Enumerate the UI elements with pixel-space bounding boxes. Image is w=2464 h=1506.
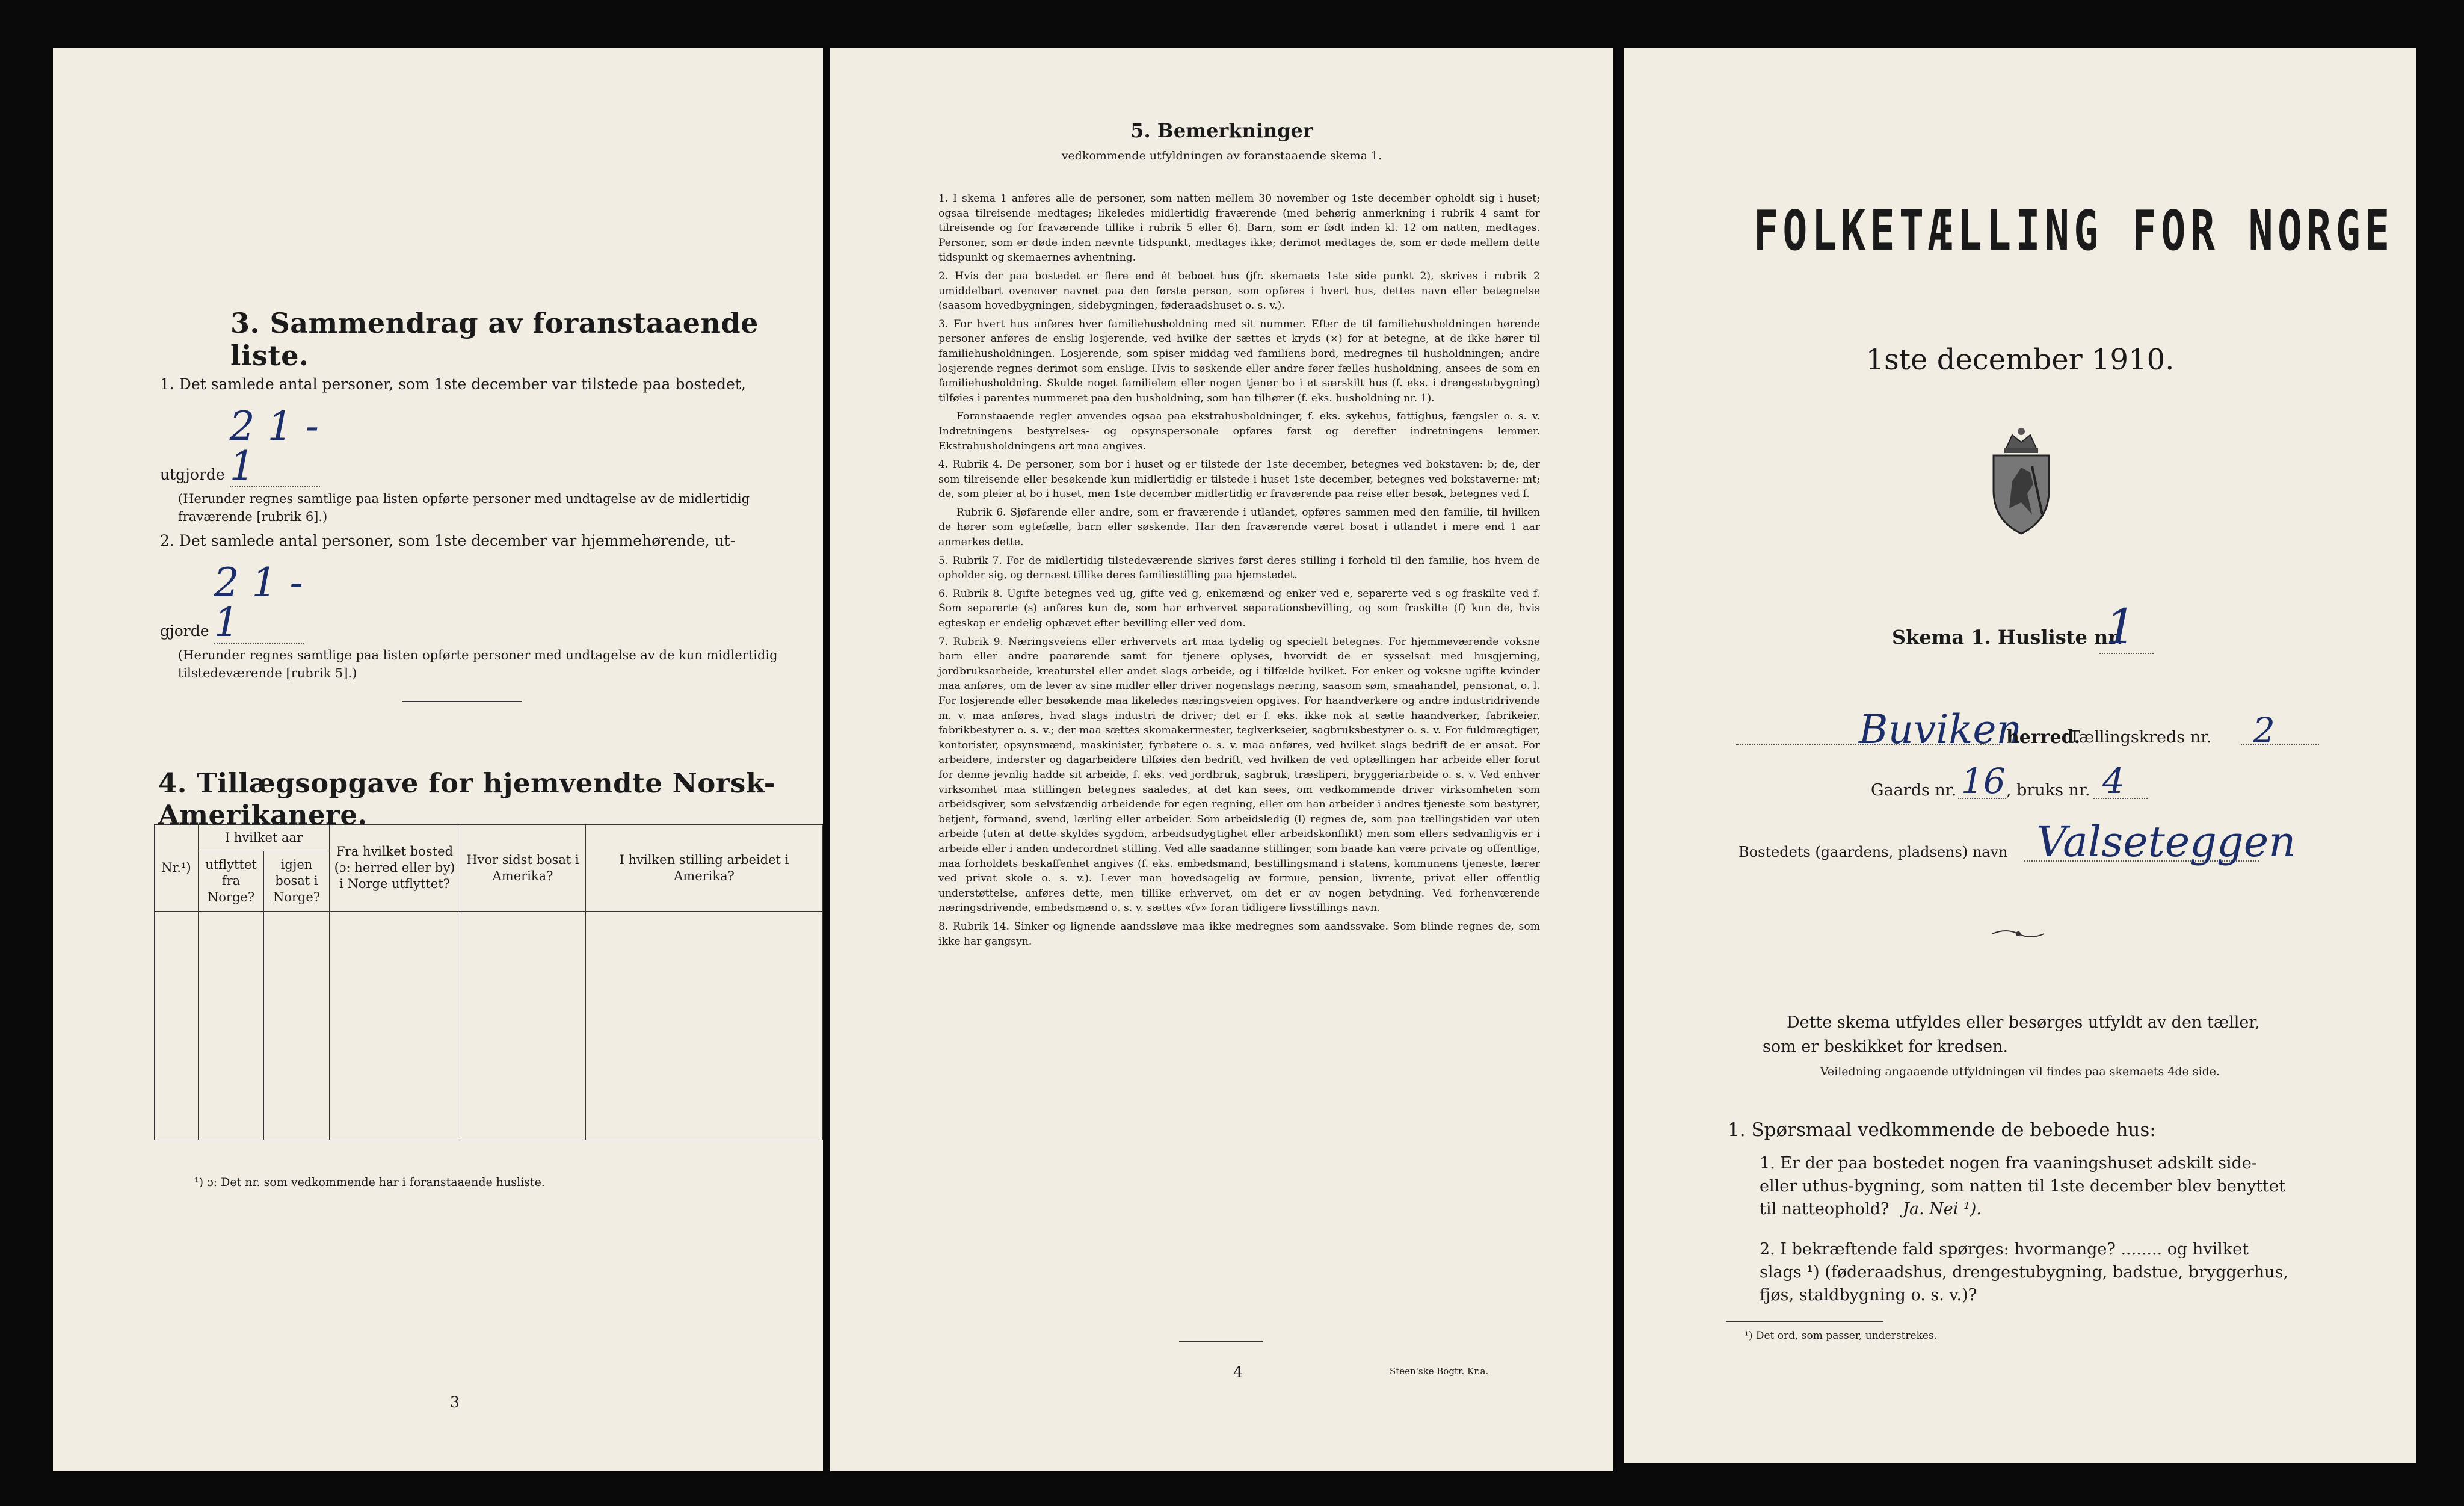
col-year-group-header: I hvilket aar (199, 825, 330, 851)
questions-header: 1. Spørsmaal vedkommende de beboede hus: (1728, 1119, 2156, 1141)
summary-item-2-text: 2. Det samlede antal personer, som 1ste december var hjemmehørende, ut- (160, 532, 736, 549)
remark-paragraph: 5. Rubrik 7. For de midlertidig tilstedeværende skrives først deres stilling i forhold til den familie, hos hvem de opholder sig, og dernæst tillike deres familiestilling paa hjemstedet. (938, 554, 1540, 582)
remark-paragraph: 4. Rubrik 4. De personer, som bor i huset og er tilstede der 1ste december, betegnes ved bokstaven: b; de, der som tilreisende eller besøkende kun midlertidig er tilstede i huset 1ste december, betegnes ved bokstaverne: mt; de, som pleier at bo i huset, men 1ste december midlertidig er fraværende paa reise eller besøk, betegnes ved f. (938, 458, 1540, 501)
divider (402, 701, 522, 702)
col-hvor-header: Hvor sidst bosat i Amerika? (460, 825, 586, 912)
remarks-body (938, 191, 1540, 952)
col-igjen-header: igjen bosat i Norge? (264, 851, 330, 912)
col-fra-header: Fra hvilket bosted (ɔ: herred eller by) i Norge utflyttet? (330, 825, 460, 912)
herred-label: herred. (2006, 727, 2081, 748)
bruks-value: 4 (2102, 761, 2125, 801)
remark-paragraph: Rubrik 6. Sjøfarende eller andre, som er fraværende i utlandet, opføres sammen med den familie, til hvilken de hører som egtefælle, barn eller søskende. Har den fraværende været bosat i utlandet i mere end 1 aar anmerkes dette. (938, 506, 1540, 549)
remark-paragraph: 1. I skema 1 anføres alle de personer, som natten mellem 30 november og 1ste december opholdt sig i huset; ogsaa tilreisende medtages; likeledes midlertidig fraværende (med behørig anmerkning i rubrik 4 samt for tilreisende og for fraværende tillike i rubrik 5 eller 6). Barn, som er født inden kl. 12 om natten, medtages. Personer, som er døde inden nævnte tidspunkt, medtages ikke; derimot medtages de, som er døde mellem dette tidspunkt og skemaernes avhentning. (938, 193, 1540, 264)
herred-row (1736, 706, 2361, 753)
section-4-title: 4. Tillægsopgave for hjemvendte Norsk-Amerikanere. (158, 767, 775, 831)
bruks-label: , bruks nr. (2006, 781, 2090, 800)
remarks-subtitle: vedkommende utfyldningen av foranstaaende skema 1. (1061, 149, 1382, 162)
summary-item-1-note: (Herunder regnes samtlige paa listen opførte personer med undtagelse av de midlertidig fraværende [rubrik 6].) (178, 492, 750, 524)
husliste-nr-line (2099, 653, 2154, 654)
page-number: 3 (450, 1393, 460, 1411)
kreds-label: Tællingskreds nr. (2069, 728, 2212, 747)
page-3 (53, 48, 823, 1471)
remark-paragraph: 2. Hvis der paa bostedet er flere end ét beboet hus (jfr. skemaets 1ste side punkt 2), skrives i rubrik 2 umiddelbart ovenover navnet paa den første person, som opføres i hvert hus, dettes navn eller betegnelse (saasom hovedbygningen, sidebygningen, føderaadshuset o. s. v.). (938, 270, 1540, 312)
remark-paragraph: 3. For hvert hus anføres hver familiehusholdning med sit nummer. Efter de til familiehusholdningen hørende personer anføres de enslig losjerende, ved hvilke der sættes et kryds (×) for at betegne, at de ikke hører til familiehusholdningen. Losjerende, som spiser middag ved familiens bord, medregnes til husholdningen; andre losjerende regnes derimot som enslige. Hvis to søskende eller andre fører fælles husholdning, ansees de som en familiehusholdning. Skulde noget familielem eller nogen tjener bo i et særskilt hus (f. eks. i drengestubygning) tilføies i parentes nummeret paa den husholdning, som han tilhører (f. eks. husholdning nr. 1). (938, 318, 1540, 404)
gaards-row (1871, 761, 2232, 806)
veiledning-text: Veiledning angaaende utfyldningen vil findes paa skemaets 4de side. (1820, 1065, 2220, 1078)
remarks-title: 5. Bemerkninger (1130, 119, 1313, 142)
question-1-text: 1. Er der paa bostedet nogen fra vaaningshuset adskilt side- eller uthus-bygning, som natten til 1ste december blev benyttet til natteophold? (1760, 1154, 2285, 1218)
remark-paragraph: 8. Rubrik 14. Sinker og lignende aandssløve maa ikke medregnes som aandssvake. Som blinde regnes de, som ikke har gangsyn. (938, 920, 1540, 948)
intro-text: Dette skema utfyldes eller besørges utfyldt av den tæller, som er beskikket for kredsen. (1763, 1013, 2260, 1056)
bosted-value: Valseteggen (2036, 817, 2296, 866)
census-date: 1ste december 1910. (1865, 343, 2175, 377)
bosted-label: Bostedets (gaardens, pladsens) navn (1739, 844, 2008, 860)
husliste-nr-value: 1 (2105, 599, 2136, 655)
col-nr-header: Nr.¹) (155, 825, 199, 912)
coat-of-arms-icon (1985, 424, 2057, 539)
herred-value: Buviken (1859, 706, 2022, 753)
question-1 (1760, 1152, 2289, 1221)
table-row (155, 912, 823, 1140)
gaards-value: 16 (1961, 761, 2006, 801)
summary-item-2-value: 2 1 - 1 (214, 560, 303, 646)
summary-item-1-prefix: utgjorde (160, 466, 225, 483)
summary-item-2-note: (Herunder regnes samtlige paa listen opførte personer med undtagelse av de kun midlertidig tilstedeværende [rubrik 5].) (178, 648, 778, 680)
col-utflyttet-header: utflyttet fra Norge? (199, 851, 264, 912)
norsk-amerikanere-table (154, 824, 823, 1140)
question-1-answer: Ja. Nei ¹). (1903, 1200, 1982, 1218)
page-4 (830, 48, 1613, 1471)
summary-item-2 (160, 529, 780, 682)
section-3-title: 3. Sammendrag av foranstaaende liste. (230, 307, 759, 372)
bosted-row (1739, 818, 2364, 866)
ornament-icon (1991, 927, 2045, 941)
kreds-value: 2 (2253, 710, 2275, 751)
page-1 (1624, 48, 2416, 1463)
summary-item-1-text: 1. Det samlede antal personer, som 1ste december var tilstede paa bostedet, (160, 375, 746, 393)
printer-mark: Steen'ske Bogtr. Kr.a. (1390, 1366, 1489, 1377)
remark-paragraph: 7. Rubrik 9. Næringsveiens eller erhvervets art maa tydelig og specielt betegnes. For hjemmeværende voksne barn eller andre paarørende samt for tjenere oplyses, hvorvidt de er sysselsat med husgjerning, jordbruksarbeide, kreaturstel eller andet slags arbeide, og i tilfælde hvilket. For enker og voksne ugifte kvinder maa anføres, om de lever av sine midler eller driver nogenslags næring, saasom søm, smaahandel, pensionat, o. l. For losjerende eller besøkende maa likeledes næringsveien opgives. For haandverkere og andre industridrivende m. v. maa anføres, hvad slags industri de driver; det er f. eks. ikke nok at sætte haandverker, fabrikeier, fabrikbestyrer o. s. v.; der maa sættes skomakermester, teglverkseier, sagbruksbestyrer o. s. v. For fuldmægtiger, kontorister, opsynsmænd, maskinister, fyrbøtere o. s. v. maa anføres, ved hvilket slags bedrift de er ansat. For arbeidere, inderster og dagarbeidere tilføies den bedrift, ved hvilken de ved optællingen har arbeide eller forut for denne jevnlig hadde sit arbeide, f. eks. ved jordbruk, sagbruk, træsliperi, bryggeriarbeide o. s. v. Ved enhver virksomhet maa stillingen betegnes saaledes, at det kan sees, om vedkommende driver virksomheten som arbeidsgiver, som selvstændig arbeidende for egen regning, eller om han arbeider i andres tjeneste som bestyrer, betjent, formand, svend, lærling eller arbeider. Som arbeidsledig (l) regnes de, som paa tællingstiden var uten arbeide (uten at dette skyldes sygdom, arbeidsudygtighet eller arbeidskonflikt) men som ellers sedvanligvis er i arbeide eller i anden underordnet stilling. Ved alle saadanne stillinger, som baade kan være private og offentlige, maa forholdets beskaffenhet angives (f. eks. embedsmand, bestillingsmand i statens, kommunens tjeneste, lærer ved privat skole o. s. v.). Lever man hovedsagelig av formue, pension, livrente, privat eller offentlig understøttelse, anføres dette, men tillike erhvervet, om det er av nogen betydning. Ved forhenværende næringsdrivende, embedsmænd o. s. v. sættes «fv» foran tidligere livsstillings navn. (938, 635, 1540, 915)
summary-item-1-value: 2 1 - 1 (229, 403, 319, 489)
page-number: 4 (1233, 1363, 1243, 1381)
footnote: ¹) Det ord, som passer, understrekes. (1745, 1330, 1938, 1342)
gaards-label: Gaards nr. (1871, 781, 1957, 800)
remark-paragraph: Foranstaaende regler anvendes ogsaa paa ekstrahusholdninger, f. eks. sykehus, fattighus, fængsler o. s. v. Indretningens bestyrelses- og opsynspersonale opføres først og derefter indretningens lemmer. Ekstrahusholdningens art maa angives. (938, 410, 1540, 452)
question-2: 2. I bekræftende fald spørges: hvormange? ........ og hvilket slags ¹) (føderaadshus, drengestubygning, badstue, bryggerhus, fjøs, staldbygning o. s. v.)? (1760, 1240, 2288, 1304)
divider (1726, 1321, 1883, 1322)
col-stilling-header: I hvilken stilling arbeidet i Amerika? (586, 825, 823, 912)
remark-paragraph: 6. Rubrik 8. Ugifte betegnes ved ug, gifte ved g, enkemænd og enker ved e, separerte ved s og fraskilte ved f. Som separerte (s) anføres kun de, som har erhvervet separationsbevilling, og som fraskilte (f) kun de, hvis egteskap er endelig ophævet efter bevilling eller ved dom. (938, 587, 1540, 630)
census-title: FOLKETÆLLING FOR NORGE (1754, 199, 2394, 263)
skema-label: Skema 1. Husliste nr. (1892, 626, 2124, 649)
summary-item-1 (160, 373, 780, 526)
footnote: ¹) ɔ: Det nr. som vedkommende har i foranstaaende husliste. (194, 1176, 545, 1189)
summary-item-2-prefix: gjorde (160, 622, 209, 640)
divider (1179, 1341, 1263, 1342)
